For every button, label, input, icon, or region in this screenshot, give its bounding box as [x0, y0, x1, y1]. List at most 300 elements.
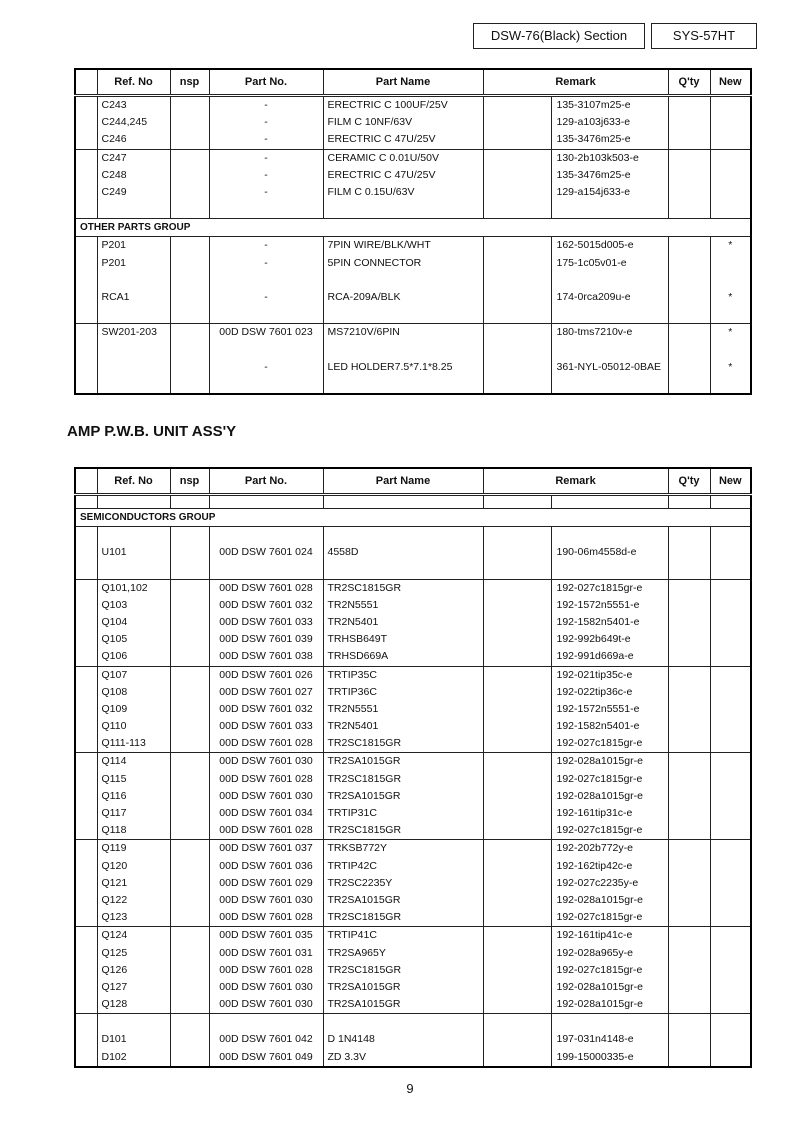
cell-qty: [668, 753, 710, 771]
cell-nsp: [170, 805, 209, 822]
cell-qty: [668, 666, 710, 684]
empty-cell: [75, 544, 97, 561]
cell-remark: [551, 1049, 668, 1067]
cell-nsp: [170, 945, 209, 962]
part-no-text: 00D DSW 7601 039: [219, 633, 313, 646]
empty-cell: [483, 909, 551, 927]
cell-part-name: [323, 735, 483, 753]
part-no-text: 00D DSW 7601 028: [219, 581, 313, 594]
empty-cell: [483, 735, 551, 753]
cell-qty: [668, 962, 710, 979]
remark-text: 192-028a1015gr-e: [556, 893, 643, 906]
remark-text: 192-028a1015gr-e: [556, 980, 643, 993]
cell-part-name: [323, 631, 483, 648]
table-row: [75, 718, 751, 735]
remark-text: 174-0rca209u-e: [556, 290, 631, 303]
part-no-text: 00D DSW 7601 030: [219, 980, 313, 993]
cell-nsp: [170, 324, 209, 342]
cell-nsp: [170, 289, 209, 306]
cell-part-name: [323, 96, 483, 115]
cell-qty: [668, 996, 710, 1014]
cell-remark: [551, 272, 668, 289]
empty-cell: [75, 376, 97, 394]
cell-remark: [551, 359, 668, 376]
cell-remark: [551, 289, 668, 306]
cell-remark: [551, 1014, 668, 1032]
cell-nsp: [170, 579, 209, 597]
part-no-text: 00D DSW 7601 028: [219, 911, 313, 924]
remark-text: 192-027c1815gr-e: [556, 737, 643, 750]
empty-cell: [75, 771, 97, 788]
cell-nsp: [170, 237, 209, 255]
cell-ref: [97, 201, 170, 219]
cell-new: [710, 1031, 751, 1048]
cell-qty: [668, 237, 710, 255]
cell-part-name: [323, 527, 483, 545]
empty-cell: [710, 495, 751, 509]
part-name-text: TRKSB772Y: [327, 842, 388, 855]
cell-part-name: [323, 561, 483, 579]
empty-cell: [75, 579, 97, 597]
cell-remark: [551, 927, 668, 945]
cell-part-name: [323, 909, 483, 927]
cell-new: [710, 201, 751, 219]
cell-part-no: [209, 114, 323, 131]
cell-ref: [97, 996, 170, 1014]
cell-remark: [551, 255, 668, 272]
table-row: [75, 979, 751, 996]
ref-text: Q123: [101, 911, 128, 924]
remark-text: 135-3107m25-e: [556, 99, 631, 111]
cell-new: [710, 324, 751, 342]
empty-cell: [75, 945, 97, 962]
part-no-text: -: [264, 239, 268, 252]
part-no-text: 00D DSW 7601 028: [219, 737, 313, 750]
cell-remark: [551, 666, 668, 684]
part-name-text: TR2N5551: [327, 702, 379, 715]
cell-remark: [551, 753, 668, 771]
cell-part-name: [323, 666, 483, 684]
cell-part-name: [323, 684, 483, 701]
cell-nsp: [170, 167, 209, 184]
cell-new: [710, 788, 751, 805]
empty-cell: [483, 927, 551, 945]
table-row: [75, 184, 751, 201]
empty-cell: [483, 289, 551, 306]
empty-cell: [483, 149, 551, 167]
ref-text: Q122: [101, 893, 128, 906]
cell-nsp: [170, 114, 209, 131]
empty-cell: [75, 996, 97, 1014]
cell-ref: [97, 544, 170, 561]
cell-remark: [551, 614, 668, 631]
cell-new: [710, 805, 751, 822]
empty-cell: [75, 114, 97, 131]
cell-part-no: [209, 631, 323, 648]
empty-cell: [97, 495, 170, 509]
cell-ref: [97, 131, 170, 149]
cell-part-name: [323, 1031, 483, 1048]
new-text: *: [728, 290, 733, 303]
empty-cell: [75, 1049, 97, 1067]
cell-ref: [97, 892, 170, 909]
cell-qty: [668, 184, 710, 201]
ref-text: Q127: [101, 980, 128, 993]
empty-cell: [75, 666, 97, 684]
part-name-text: TR2SA1015GR: [327, 998, 401, 1011]
empty-cell: [209, 495, 323, 509]
ref-text: Q107: [101, 668, 128, 681]
empty-cell: [75, 149, 97, 167]
table-row: [75, 875, 751, 892]
cell-part-no: [209, 255, 323, 272]
cell-part-no: [209, 858, 323, 875]
cell-part-no: [209, 788, 323, 805]
cell-part-no: [209, 184, 323, 201]
empty-cell: [483, 701, 551, 718]
cell-new: [710, 735, 751, 753]
empty-cell: [483, 272, 551, 289]
remark-text: 162-5015d005-e: [556, 239, 634, 252]
cell-new: [710, 597, 751, 614]
cell-remark: [551, 892, 668, 909]
remark-text: 129-a154j633-e: [556, 185, 631, 198]
ref-text: Q111-113: [101, 737, 146, 750]
cell-qty: [668, 684, 710, 701]
part-name-text: TR2N5401: [327, 720, 379, 733]
cell-new: [710, 875, 751, 892]
cell-part-no: [209, 306, 323, 324]
empty-cell: [483, 840, 551, 858]
part-name-text: LED HOLDER7.5*7.1*8.25: [327, 360, 453, 373]
cell-qty: [668, 306, 710, 324]
empty-cell: [483, 631, 551, 648]
cell-ref: [97, 255, 170, 272]
empty-cell: [75, 341, 97, 358]
empty-cell: [483, 1014, 551, 1032]
cell-part-name: [323, 805, 483, 822]
group-header-row: [75, 219, 751, 237]
cell-qty: [668, 631, 710, 648]
cell-part-name: [323, 701, 483, 718]
group-header-row: [75, 509, 751, 527]
cell-nsp: [170, 1014, 209, 1032]
part-name-text: TR2SC2235Y: [327, 876, 393, 889]
empty-cell: [75, 631, 97, 648]
ref-text: Q128: [101, 998, 128, 1011]
part-name-text: TR2SA1015GR: [327, 980, 401, 993]
ref-text: Q118: [101, 824, 127, 837]
remark-text: 192-027c1815gr-e: [556, 581, 643, 594]
empty-cell: [75, 718, 97, 735]
empty-cell: [75, 184, 97, 201]
cell-new: [710, 840, 751, 858]
cell-part-name: [323, 962, 483, 979]
table-row: [75, 579, 751, 597]
remark-text: 192-1572n5551-e: [556, 702, 640, 715]
cell-part-no: [209, 822, 323, 840]
cell-remark: [551, 805, 668, 822]
cell-remark: [551, 341, 668, 358]
ref-text: Q125: [101, 946, 128, 959]
cell-part-no: [209, 359, 323, 376]
empty-cell: [483, 684, 551, 701]
cell-nsp: [170, 255, 209, 272]
cell-ref: [97, 979, 170, 996]
cell-part-no: [209, 909, 323, 927]
empty-cell: [75, 962, 97, 979]
empty-cell: [483, 718, 551, 735]
new-text: *: [728, 326, 733, 339]
cell-nsp: [170, 272, 209, 289]
cell-nsp: [170, 875, 209, 892]
cell-part-no: [209, 979, 323, 996]
cell-remark: [551, 96, 668, 115]
cell-ref: [97, 376, 170, 394]
part-name-text: TR2SC1815GR: [327, 824, 402, 837]
cell-ref: [97, 614, 170, 631]
part-name-text: RCA-209A/BLK: [327, 290, 401, 303]
ref-text: Q121: [101, 876, 128, 889]
cell-nsp: [170, 631, 209, 648]
empty-cell: [551, 495, 668, 509]
cell-qty: [668, 892, 710, 909]
part-no-text: 00D DSW 7601 031: [219, 946, 313, 959]
part-no-text: 00D DSW 7601 028: [219, 963, 313, 976]
cell-remark: [551, 184, 668, 201]
cell-qty: [668, 875, 710, 892]
cell-part-no: [209, 1031, 323, 1048]
table-row: [75, 272, 751, 289]
remark-text: 130-2b103k503-e: [556, 151, 639, 164]
ref-text: C244,245: [101, 116, 148, 129]
remark-text: 190-06m4558d-e: [556, 546, 637, 559]
table-row: [75, 561, 751, 579]
cell-ref: [97, 579, 170, 597]
empty-cell: [75, 495, 97, 509]
part-name-text: ERECTRIC C 47U/25V: [327, 133, 436, 146]
cell-nsp: [170, 892, 209, 909]
cell-part-no: [209, 201, 323, 219]
cell-new: [710, 184, 751, 201]
cell-part-name: [323, 376, 483, 394]
remark-text: 192-1582n5401-e: [556, 720, 640, 733]
empty-cell: [483, 788, 551, 805]
part-no-text: 00D DSW 7601 036: [219, 859, 313, 872]
cell-ref: [97, 718, 170, 735]
part-name-text: TR2SA965Y: [327, 946, 386, 959]
empty-cell: [483, 114, 551, 131]
ref-text: Q106: [101, 650, 128, 663]
remark-text: 192-1582n5401-e: [556, 615, 640, 628]
cell-ref: [97, 875, 170, 892]
cell-part-name: [323, 272, 483, 289]
part-no-text: -: [264, 290, 268, 303]
cell-nsp: [170, 822, 209, 840]
part-name-text: 4558D: [327, 546, 359, 559]
part-no-text: 00D DSW 7601 035: [219, 929, 313, 942]
empty-cell: [75, 289, 97, 306]
remark-text: 361-NYL-05012-0BAE: [556, 360, 661, 373]
cell-nsp: [170, 909, 209, 927]
empty-cell: [483, 184, 551, 201]
empty-cell: [323, 495, 483, 509]
cell-part-no: [209, 648, 323, 666]
cell-part-name: [323, 597, 483, 614]
cell-remark: [551, 840, 668, 858]
table-header-row: [75, 69, 751, 96]
empty-cell: [483, 771, 551, 788]
cell-qty: [668, 735, 710, 753]
cell-part-name: [323, 718, 483, 735]
remark-text: 192-161tip31c-e: [556, 807, 633, 819]
cell-ref: [97, 735, 170, 753]
cell-remark: [551, 909, 668, 927]
parts-list-table-other: [74, 68, 752, 395]
new-text: *: [728, 360, 733, 373]
cell-part-no: [209, 927, 323, 945]
ref-text: P201: [101, 256, 127, 269]
cell-part-name: [323, 840, 483, 858]
cell-qty: [668, 561, 710, 579]
cell-part-name: [323, 237, 483, 255]
cell-qty: [668, 805, 710, 822]
cell-new: [710, 579, 751, 597]
part-name-text: TRHSB649T: [327, 633, 388, 646]
empty-cell: [668, 495, 710, 509]
table-row: [75, 892, 751, 909]
cell-ref: [97, 341, 170, 358]
part-no-text: -: [264, 99, 268, 111]
cell-remark: [551, 962, 668, 979]
cell-qty: [668, 114, 710, 131]
column-header-part-name: Part Name: [323, 69, 483, 96]
cell-part-no: [209, 167, 323, 184]
cell-qty: [668, 614, 710, 631]
empty-cell: [75, 805, 97, 822]
part-name-text: TR2SA1015GR: [327, 755, 401, 768]
cell-qty: [668, 788, 710, 805]
cell-nsp: [170, 735, 209, 753]
cell-qty: [668, 376, 710, 394]
empty-cell: [75, 684, 97, 701]
cell-nsp: [170, 306, 209, 324]
empty-cell: [483, 201, 551, 219]
table-row: [75, 167, 751, 184]
empty-cell: [75, 701, 97, 718]
cell-nsp: [170, 771, 209, 788]
cell-nsp: [170, 701, 209, 718]
cell-remark: [551, 684, 668, 701]
table-row: [75, 237, 751, 255]
cell-nsp: [170, 614, 209, 631]
column-header-part-no: Part No.: [209, 468, 323, 495]
ref-text: Q104: [101, 615, 128, 628]
cell-nsp: [170, 376, 209, 394]
empty-cell: [483, 561, 551, 579]
cell-part-no: [209, 666, 323, 684]
cell-nsp: [170, 1031, 209, 1048]
ref-text: Q103: [101, 598, 128, 611]
cell-part-no: [209, 735, 323, 753]
cell-part-name: [323, 184, 483, 201]
cell-nsp: [170, 184, 209, 201]
cell-qty: [668, 201, 710, 219]
cell-nsp: [170, 684, 209, 701]
table-row: [75, 822, 751, 840]
cell-nsp: [170, 840, 209, 858]
cell-part-no: [209, 684, 323, 701]
cell-part-name: [323, 614, 483, 631]
cell-qty: [668, 96, 710, 115]
column-header-part-name: Part Name: [323, 468, 483, 495]
part-no-text: 00D DSW 7601 049: [219, 1050, 313, 1063]
table-row: [75, 1031, 751, 1048]
table-row: [75, 701, 751, 718]
cell-remark: [551, 237, 668, 255]
part-no-text: 00D DSW 7601 042: [219, 1033, 313, 1046]
cell-part-no: [209, 771, 323, 788]
cell-part-no: [209, 718, 323, 735]
cell-remark: [551, 579, 668, 597]
part-name-text: TR2N5401: [327, 615, 379, 628]
cell-nsp: [170, 341, 209, 358]
empty-cell: [483, 666, 551, 684]
cell-part-name: [323, 927, 483, 945]
cell-part-no: [209, 289, 323, 306]
group-label: OTHER PARTS GROUP: [75, 219, 751, 237]
new-text: *: [728, 239, 733, 252]
cell-nsp: [170, 359, 209, 376]
table-row: [75, 840, 751, 858]
table-row: [75, 96, 751, 115]
cell-nsp: [170, 962, 209, 979]
empty-cell: [483, 805, 551, 822]
empty-cell: [75, 979, 97, 996]
table-row: [75, 735, 751, 753]
cell-qty: [668, 597, 710, 614]
empty-cell: [75, 822, 97, 840]
cell-part-no: [209, 701, 323, 718]
cell-part-name: [323, 648, 483, 666]
cell-nsp: [170, 561, 209, 579]
cell-new: [710, 996, 751, 1014]
table-row: [75, 771, 751, 788]
cell-ref: [97, 1049, 170, 1067]
cell-qty: [668, 927, 710, 945]
cell-remark: [551, 1031, 668, 1048]
part-name-text: TRTIP31C: [327, 807, 377, 819]
remark-text: 192-027c1815gr-e: [556, 772, 643, 785]
cell-part-name: [323, 167, 483, 184]
table-row: [75, 927, 751, 945]
group-label: SEMICONDUCTORS GROUP: [75, 509, 751, 527]
part-name-text: TRTIP35C: [327, 668, 377, 681]
table-row: [75, 149, 751, 167]
part-name-text: TR2N5551: [327, 598, 379, 611]
cell-remark: [551, 718, 668, 735]
cell-part-name: [323, 324, 483, 342]
part-name-text: TR2SA1015GR: [327, 893, 401, 906]
column-header-new: New: [710, 468, 751, 495]
column-header-part-no: Part No.: [209, 69, 323, 96]
cell-part-no: [209, 875, 323, 892]
remark-text: 192-161tip41c-e: [556, 929, 633, 942]
table-row: [75, 544, 751, 561]
cell-part-name: [323, 579, 483, 597]
ref-text: C246: [101, 133, 127, 146]
ref-text: Q114: [101, 755, 127, 768]
